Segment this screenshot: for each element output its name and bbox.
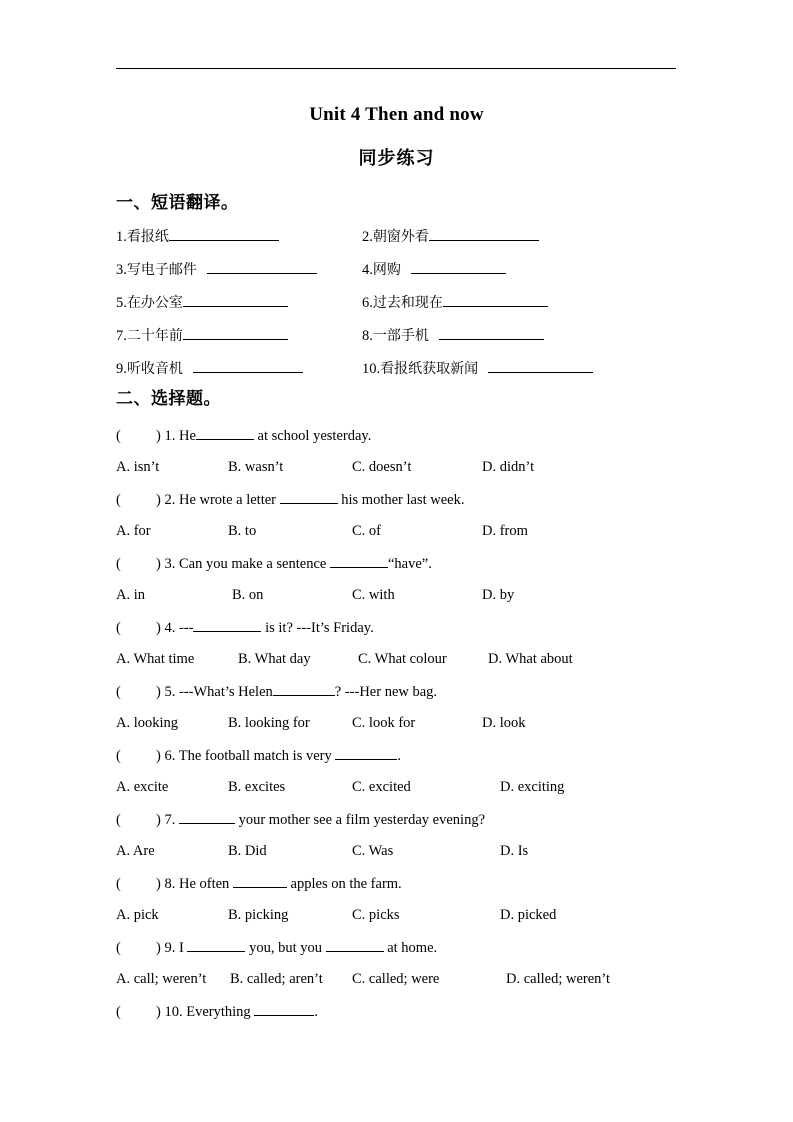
- option-row: [116, 460, 756, 478]
- translation-item-prompt: 过去和现在: [372, 295, 443, 311]
- option-choice[interactable]: A. isn’t: [116, 459, 160, 475]
- question-text: ? ---Her new bag.: [334, 684, 438, 700]
- option-choice[interactable]: C. with: [352, 587, 395, 603]
- option-choice[interactable]: B. to: [228, 523, 257, 539]
- translation-item-prompt: 二十年前: [126, 328, 183, 344]
- question-text: you, but you: [245, 940, 326, 956]
- option-row: [116, 844, 756, 862]
- option-choice[interactable]: C. Was: [352, 843, 394, 859]
- option-choice[interactable]: B. What day: [238, 651, 311, 667]
- answer-box[interactable]: (: [116, 684, 121, 700]
- translation-item: [362, 261, 506, 278]
- answer-blank[interactable]: [326, 939, 384, 952]
- question-stem: [116, 1003, 318, 1020]
- answer-blank[interactable]: [193, 619, 261, 632]
- answer-box-close: ): [156, 812, 165, 828]
- translation-item-number: 5.: [116, 295, 127, 311]
- option-choice[interactable]: A. for: [116, 523, 151, 539]
- option-choice[interactable]: D. look: [482, 715, 526, 731]
- option-choice[interactable]: D. called; weren’t: [506, 971, 611, 987]
- translation-item: [116, 360, 303, 377]
- question-stem: [116, 747, 401, 764]
- translation-item: [362, 360, 593, 377]
- answer-blank[interactable]: [429, 228, 539, 241]
- answer-blank[interactable]: [411, 261, 506, 274]
- answer-blank[interactable]: [179, 811, 235, 824]
- question-number: 9.: [164, 940, 179, 956]
- answer-box-close: ): [156, 748, 165, 764]
- answer-blank[interactable]: [183, 294, 288, 307]
- answer-blank[interactable]: [233, 875, 287, 888]
- answer-box-close: ): [156, 428, 165, 444]
- question-stem: [116, 619, 374, 636]
- option-choice[interactable]: C. called; were: [352, 971, 440, 987]
- question-number: 1.: [164, 428, 179, 444]
- option-choice[interactable]: A. in: [116, 587, 145, 603]
- question-number: 2.: [164, 492, 179, 508]
- option-choice[interactable]: A. Are: [116, 843, 155, 859]
- question-stem: [116, 811, 485, 828]
- question-number: 5.: [164, 684, 179, 700]
- option-row: [116, 780, 756, 798]
- answer-box-close: ): [156, 940, 165, 956]
- answer-blank[interactable]: [254, 1003, 314, 1016]
- option-choice[interactable]: C. doesn’t: [352, 459, 412, 475]
- question-text: ---: [178, 620, 194, 636]
- answer-box-close: ): [156, 492, 165, 508]
- question-stem: [116, 683, 437, 700]
- answer-box-close: ): [156, 684, 165, 700]
- option-choice[interactable]: B. picking: [228, 907, 289, 923]
- translation-item-number: 7.: [116, 328, 127, 344]
- answer-box[interactable]: (: [116, 1004, 121, 1020]
- translation-item-prompt: 在办公室: [126, 295, 183, 311]
- answer-box[interactable]: (: [116, 556, 121, 572]
- translation-item-number: 8.: [362, 328, 373, 344]
- translation-item: [362, 327, 544, 344]
- question-text: He: [178, 428, 196, 444]
- option-choice[interactable]: D. didn’t: [482, 459, 535, 475]
- question-text: Can you make a sentence: [178, 556, 330, 572]
- question-stem: [116, 939, 437, 956]
- translation-item-number: 3.: [116, 262, 127, 278]
- answer-box[interactable]: (: [116, 876, 121, 892]
- option-choice[interactable]: D. exciting: [500, 779, 565, 795]
- question-text: ---What’s Helen: [178, 684, 273, 700]
- option-choice[interactable]: A. looking: [116, 715, 179, 731]
- answer-box-close: ): [156, 876, 165, 892]
- translation-item: [362, 294, 548, 311]
- option-row: [116, 652, 756, 670]
- answer-blank[interactable]: [193, 360, 303, 373]
- option-row: [116, 908, 756, 926]
- option-choice[interactable]: D. picked: [500, 907, 557, 923]
- question-text: your mother see a film yesterday evening?: [234, 812, 486, 828]
- option-choice[interactable]: D. by: [482, 587, 515, 603]
- question-number: 6.: [164, 748, 179, 764]
- question-stem: [116, 427, 371, 444]
- option-choice[interactable]: C. of: [352, 523, 381, 539]
- answer-blank[interactable]: [330, 555, 388, 568]
- question-text: “have”.: [387, 556, 432, 572]
- option-choice[interactable]: A. call; weren’t: [116, 971, 207, 987]
- answer-blank[interactable]: [273, 683, 335, 696]
- option-choice[interactable]: B. called; aren’t: [230, 971, 323, 987]
- question-stem: [116, 555, 432, 572]
- answer-box[interactable]: (: [116, 812, 121, 828]
- question-number: 8.: [164, 876, 179, 892]
- question-number: 7.: [164, 812, 179, 828]
- option-choice[interactable]: B. on: [232, 587, 264, 603]
- answer-blank[interactable]: [187, 939, 245, 952]
- answer-blank[interactable]: [443, 294, 548, 307]
- option-row: [116, 716, 756, 734]
- question-text: He often: [178, 876, 233, 892]
- translation-item-number: 2.: [362, 229, 373, 245]
- answer-blank[interactable]: [196, 427, 254, 440]
- option-choice[interactable]: C. look for: [352, 715, 416, 731]
- translation-item-prompt: 看报纸: [126, 229, 169, 245]
- question-number: 3.: [164, 556, 179, 572]
- answer-box[interactable]: (: [116, 492, 121, 508]
- section-heading-translation: 一、短语翻译。: [116, 193, 239, 213]
- question-number: 10.: [164, 1004, 187, 1020]
- question-number: 4.: [164, 620, 179, 636]
- translation-item-number: 9.: [116, 361, 127, 377]
- question-text: Everything: [186, 1004, 255, 1020]
- translation-item: [116, 261, 317, 278]
- option-choice[interactable]: A. What time: [116, 651, 195, 667]
- question-text: is it? ---It’s Friday.: [261, 620, 374, 636]
- translation-item: [116, 327, 288, 344]
- page-title-english: Unit 4 Then and now: [309, 104, 484, 125]
- header-divider: [116, 68, 676, 69]
- answer-box[interactable]: (: [116, 428, 121, 444]
- answer-box-close: ): [156, 1004, 165, 1020]
- answer-blank[interactable]: [439, 327, 544, 340]
- option-choice[interactable]: D. Is: [500, 843, 529, 859]
- option-choice[interactable]: D. What about: [488, 651, 573, 667]
- translation-item-prompt: 看报纸获取新闻: [380, 361, 479, 377]
- option-choice[interactable]: A. excite: [116, 779, 169, 795]
- translation-item-prompt: 朝窗外看: [372, 229, 429, 245]
- answer-blank[interactable]: [169, 228, 279, 241]
- answer-blank[interactable]: [488, 360, 593, 373]
- translation-item-number: 1.: [116, 229, 127, 245]
- question-stem: [116, 875, 402, 892]
- question-text: at school yesterday.: [253, 428, 372, 444]
- option-row: [116, 524, 756, 542]
- translation-item-number: 6.: [362, 295, 373, 311]
- answer-blank[interactable]: [335, 747, 397, 760]
- question-text: apples on the farm.: [286, 876, 402, 892]
- answer-blank[interactable]: [280, 491, 338, 504]
- question-text: .: [314, 1004, 318, 1020]
- question-text: at home.: [383, 940, 438, 956]
- translation-item-prompt: 写电子邮件: [126, 262, 197, 278]
- translation-item: [116, 294, 288, 311]
- translation-item: [116, 228, 279, 245]
- translation-item-number: 4.: [362, 262, 373, 278]
- question-stem: [116, 491, 464, 508]
- section-heading-multiple-choice: 二、选择题。: [116, 389, 221, 409]
- option-choice[interactable]: D. from: [482, 523, 528, 539]
- option-choice[interactable]: C. excited: [352, 779, 411, 795]
- question-text: his mother last week.: [337, 492, 465, 508]
- translation-item-prompt: 听收音机: [126, 361, 183, 377]
- translation-item-number: 10.: [362, 361, 381, 377]
- option-choice[interactable]: C. picks: [352, 907, 400, 923]
- option-row: [116, 972, 756, 990]
- option-choice[interactable]: B. excites: [228, 779, 286, 795]
- translation-item-prompt: 一部手机: [372, 328, 429, 344]
- answer-blank[interactable]: [207, 261, 317, 274]
- question-text: .: [397, 748, 401, 764]
- question-text: He wrote a letter: [178, 492, 280, 508]
- answer-box[interactable]: (: [116, 620, 121, 636]
- answer-box[interactable]: (: [116, 748, 121, 764]
- option-row: [116, 588, 756, 606]
- answer-blank[interactable]: [183, 327, 288, 340]
- answer-box[interactable]: (: [116, 940, 121, 956]
- question-text: I: [178, 940, 188, 956]
- option-choice[interactable]: C. What colour: [358, 651, 447, 667]
- question-text: The football match is very: [178, 748, 336, 764]
- page-title-chinese: 同步练习: [358, 148, 435, 169]
- translation-item-prompt: 网购: [372, 262, 401, 278]
- answer-box-close: ): [156, 620, 165, 636]
- answer-box-close: ): [156, 556, 165, 572]
- option-choice[interactable]: B. wasn’t: [228, 459, 284, 475]
- option-choice[interactable]: B. looking for: [228, 715, 310, 731]
- translation-item: [362, 228, 539, 245]
- option-choice[interactable]: A. pick: [116, 907, 159, 923]
- option-choice[interactable]: B. Did: [228, 843, 267, 859]
